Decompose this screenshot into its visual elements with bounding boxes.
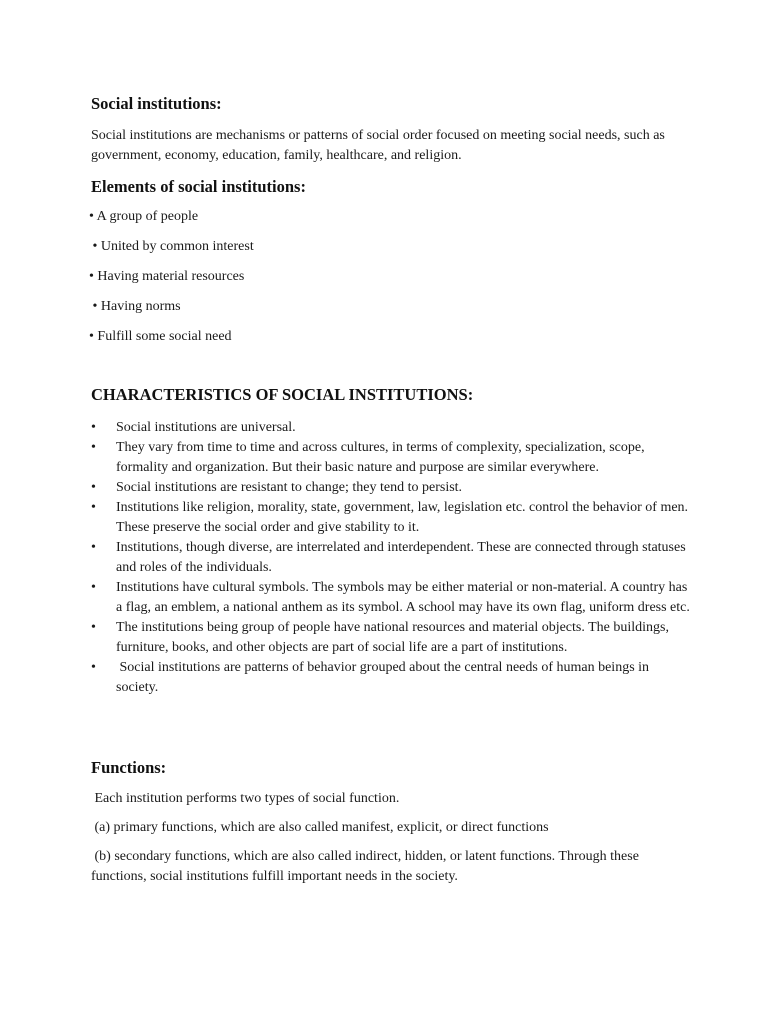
- list-item-text: They vary from time to time and across cultures, in terms of complexity, specialization, scope, formality and organization. But their basic nature and purpose are similar everywhere.: [116, 440, 649, 475]
- social-institutions-intro: Social institutions are mechanisms or patterns of social order focused on meeting social needs, such as government, economy, education, family, healthcare, and religion.: [91, 128, 665, 163]
- bullet-icon: •: [91, 620, 96, 635]
- list-item: [91, 658, 691, 698]
- heading-social-institutions: Social institutions:: [91, 94, 222, 113]
- functions-paragraph: (a) primary functions, which are also called manifest, explicit, or direct functions: [91, 820, 549, 835]
- heading-characteristics: CHARACTERISTICS OF SOCIAL INSTITUTIONS:: [91, 385, 474, 404]
- list-item: [91, 438, 691, 478]
- bullet-icon: •: [91, 480, 96, 495]
- list-item-text: Institutions have cultural symbols. The symbols may be either material or non-material. A country has a flag, an emblem, a national anthem as its symbol. A school may have its own flag, uniform dress etc.: [116, 580, 691, 615]
- list-item: [91, 498, 691, 538]
- bullet-icon: •: [91, 540, 96, 555]
- functions-paragraph: Each institution performs two types of social function.: [91, 791, 400, 806]
- list-item: • United by common interest: [89, 239, 254, 254]
- list-item: [91, 578, 691, 618]
- list-item: [91, 538, 691, 578]
- list-item: [91, 478, 691, 498]
- list-item: [91, 418, 691, 438]
- list-item-text: Social institutions are resistant to change; they tend to persist.: [116, 480, 463, 495]
- bullet-icon: •: [91, 500, 96, 515]
- heading-functions: Functions:: [91, 758, 167, 777]
- list-item: [91, 618, 691, 658]
- list-item: • A group of people: [89, 209, 199, 224]
- list-item-text: Social institutions are patterns of behavior grouped about the central needs of human beings in society.: [116, 660, 653, 695]
- list-item-text: Institutions, though diverse, are interrelated and interdependent. These are connected through statuses and roles of the individuals.: [116, 540, 690, 575]
- functions-paragraph: (b) secondary functions, which are also called indirect, hidden, or latent functions. Through these functions, social institutions fulfill important needs in the society.: [91, 849, 643, 884]
- heading-elements: Elements of social institutions:: [91, 177, 306, 196]
- bullet-icon: •: [91, 440, 96, 455]
- list-item: • Having norms: [89, 299, 181, 314]
- list-item-text: Social institutions are universal.: [116, 420, 296, 435]
- list-item-text: The institutions being group of people have national resources and material objects. The buildings, furniture, books, and other objects are part of social life are a part of institutions.: [116, 620, 673, 655]
- bullet-icon: •: [91, 580, 96, 595]
- list-item: • Having material resources: [89, 269, 245, 284]
- bullet-icon: •: [91, 420, 96, 435]
- characteristics-list: [91, 418, 691, 698]
- bullet-icon: •: [91, 660, 96, 675]
- elements-list: [89, 207, 254, 357]
- list-item-text: Institutions like religion, morality, state, government, law, legislation etc. control the behavior of men. These preserve the social order and give stability to it.: [116, 500, 692, 535]
- list-item: • Fulfill some social need: [89, 329, 232, 344]
